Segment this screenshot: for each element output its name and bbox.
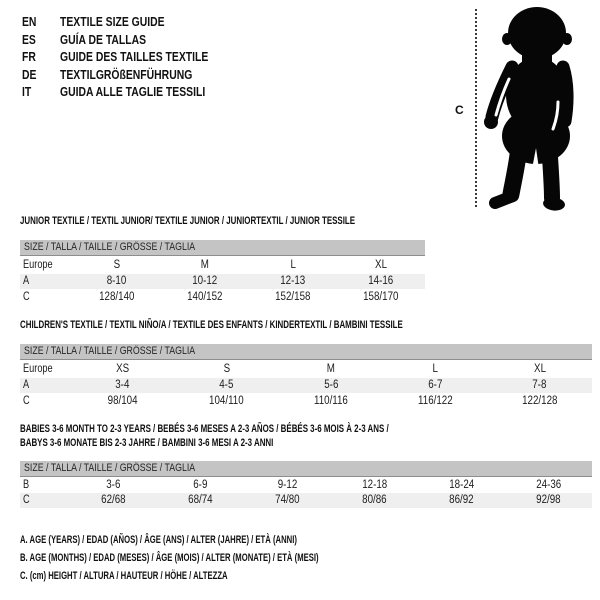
section-title-line [20, 423, 592, 437]
row-label-cell [20, 256, 73, 274]
table-row [20, 378, 592, 394]
size-value-cell [337, 274, 425, 290]
size-value: 110/116 [314, 394, 348, 407]
language-row [22, 83, 245, 101]
size-value-cell [488, 393, 592, 409]
row-label-cell [20, 493, 70, 509]
language-label-text: GUIDE DES TAILLES TEXTILE [60, 49, 209, 64]
language-row [22, 13, 245, 31]
size-value-cell [383, 360, 487, 378]
row-label: C [23, 394, 30, 407]
size-value: XL [375, 258, 387, 271]
height-dotted-line [475, 9, 477, 207]
size-value-cell [244, 493, 331, 509]
section-title-text: JUNIOR TEXTILE / TEXTIL JUNIOR/ TEXTILE JUNIOR / JUNIORTEXTIL / JUNIOR TESSILE [20, 215, 356, 227]
section-children-textile [20, 319, 592, 409]
size-value: 116/122 [418, 394, 453, 407]
size-value-cell [418, 493, 505, 509]
section-title-text: BABIES 3-6 MONTH TO 2-3 YEARS / BEBÉS 3-6 MESES A 2-3 AÑOS / BÉBÉS 3-6 MOIS À 2-3 ANS / [20, 423, 389, 435]
footnote-line [20, 549, 447, 567]
size-value: 9-12 [277, 478, 298, 491]
size-value-cell [279, 393, 383, 409]
language-label [60, 31, 168, 49]
section-title [20, 319, 592, 333]
size-value: 74/80 [275, 494, 300, 507]
size-value-cell [157, 493, 244, 509]
row-label: C [23, 494, 30, 507]
size-value-cell [337, 256, 425, 274]
table-row [20, 477, 592, 493]
size-value: 18-24 [448, 478, 474, 491]
language-label-text: TEXTILE SIZE GUIDE [60, 14, 165, 29]
size-value-cell [505, 477, 592, 493]
size-value: L [432, 362, 439, 375]
size-value: 5-6 [323, 379, 339, 392]
language-row [22, 31, 245, 49]
row-label-cell [20, 289, 73, 305]
row-label: C [23, 290, 30, 303]
language-row [22, 66, 245, 84]
language-code-text: DE [22, 66, 37, 82]
size-value: 6-7 [428, 379, 443, 392]
size-value: 3-4 [115, 379, 130, 392]
size-header-label: SIZE / TALLA / TAILLE / GRÖSSE / TAGLIA [24, 240, 196, 253]
language-code-text: EN [22, 14, 37, 29]
toddler-silhouette [482, 5, 586, 213]
table-row [20, 274, 425, 290]
row-label: Europe [23, 362, 53, 375]
language-label-text: GUÍA DE TALLAS [60, 31, 147, 47]
size-value-cell [279, 378, 383, 394]
language-code-text: IT [22, 84, 32, 99]
size-value-cell [157, 477, 244, 493]
size-value-cell [279, 360, 383, 378]
size-value-cell [249, 274, 337, 290]
size-value-cell [337, 289, 425, 305]
size-value: 140/152 [187, 290, 223, 303]
size-value-cell [70, 477, 157, 493]
size-value-cell [249, 289, 337, 305]
size-value: 86/92 [449, 494, 474, 507]
size-header-bar [20, 240, 425, 256]
size-value-cell [70, 378, 174, 394]
size-value-cell [488, 378, 592, 394]
size-table-junior [20, 256, 425, 305]
size-value: 14-16 [368, 275, 394, 288]
section-title-line [20, 319, 592, 333]
size-value-cell [174, 378, 278, 394]
size-value: 12-13 [280, 275, 306, 288]
size-value-cell [73, 274, 161, 290]
size-value: 10-12 [192, 275, 218, 288]
size-value-cell [174, 393, 278, 409]
size-value-cell [383, 393, 487, 409]
language-code [22, 83, 60, 101]
footnote-text: B. AGE (MONTHS) / EDAD (MESES) / ÂGE (MOIS) / ALTER (MONATE) / ETÀ (MESI) [20, 552, 319, 564]
size-value: 4-5 [219, 379, 234, 392]
size-value: S [113, 258, 121, 271]
language-row [22, 48, 245, 66]
footnote-list [20, 531, 447, 585]
section-title-line [20, 437, 592, 451]
footnote-line [20, 531, 447, 549]
section-babies-textile [20, 423, 592, 508]
row-label: Europe [23, 258, 53, 271]
language-label [60, 66, 225, 84]
section-junior-textile [20, 215, 425, 305]
language-code-text: ES [22, 31, 36, 47]
table-row [20, 256, 425, 274]
table-row [20, 393, 592, 409]
row-label-cell [20, 378, 70, 394]
section-title-text: BABYS 3-6 MONATE BIS 2-3 JAHRE / BAMBINI 3-6 MESI A 2-3 ANNI [20, 436, 274, 449]
size-value: S [223, 362, 230, 375]
size-value: 6-9 [193, 478, 208, 491]
size-table-children [20, 360, 592, 409]
size-value: L [290, 258, 296, 271]
size-value: 8-10 [107, 275, 127, 288]
language-code-text: FR [22, 49, 36, 64]
size-value-cell [73, 256, 161, 274]
size-value: XS [115, 362, 129, 375]
size-value-cell [331, 477, 418, 493]
size-value-cell [161, 289, 249, 305]
size-value-cell [418, 477, 505, 493]
size-header-label: SIZE / TALLA / TAILLE / GRÖSSE / TAGLIA [24, 462, 196, 474]
size-value-cell [70, 360, 174, 378]
size-value: M [326, 362, 336, 375]
row-label: A [23, 379, 30, 392]
size-value: M [200, 258, 210, 271]
size-value: 80/86 [362, 494, 387, 507]
size-value: 24-36 [535, 478, 561, 491]
size-value-cell [70, 493, 157, 509]
language-code [22, 13, 60, 31]
size-value: 98/104 [107, 394, 138, 407]
row-label-cell [20, 393, 70, 409]
section-title [20, 423, 592, 450]
section-title [20, 215, 425, 229]
row-label-cell [20, 360, 70, 378]
section-title-line [20, 215, 425, 229]
size-value: 128/140 [99, 290, 135, 303]
size-value-cell [488, 360, 592, 378]
size-header-bar [20, 344, 592, 360]
footnote-text: C. (cm) HEIGHT / ALTURA / HAUTEUR / HÖHE / ALTEZZA [20, 570, 228, 582]
size-value-cell [244, 477, 331, 493]
language-label [60, 13, 191, 31]
size-value: 68/74 [188, 494, 213, 507]
row-label: B [23, 478, 30, 491]
size-value: 158/170 [363, 290, 399, 303]
row-label: A [23, 275, 30, 288]
size-header-bar [20, 461, 592, 477]
footnote-text: A. AGE (YEARS) / EDAD (AÑOS) / ÂGE (ANS) / ALTER (JAHRE) / ETÀ (ANNI) [20, 534, 297, 546]
size-value-cell [161, 256, 249, 274]
row-label-cell [20, 274, 73, 290]
size-value-cell [331, 493, 418, 509]
language-list [22, 13, 245, 101]
language-label-text: GUIDA ALLE TAGLIE TESSILI [60, 84, 206, 99]
size-value-cell [73, 289, 161, 305]
table-row [20, 289, 425, 305]
size-table-babies [20, 477, 592, 508]
section-title-text: CHILDREN'S TEXTILE / TEXTIL NIÑO/A / TEXTILE DES ENFANTS / KINDERTEXTIL / BAMBINI TESSILE [20, 319, 403, 331]
language-code [22, 48, 60, 66]
size-value-cell [161, 274, 249, 290]
size-value-cell [383, 378, 487, 394]
size-value: 122/128 [522, 394, 558, 407]
size-value-cell [174, 360, 278, 378]
size-value-cell [249, 256, 337, 274]
size-header-label: SIZE / TALLA / TAILLE / GRÖSSE / TAGLIA [24, 344, 196, 357]
language-label-text: TEXTILGRÖßENFÜHRUNG [60, 66, 193, 82]
row-label-cell [20, 477, 70, 493]
size-value: XL [533, 362, 546, 375]
language-label [60, 83, 242, 101]
table-row [20, 493, 592, 509]
language-code [22, 66, 60, 84]
footnote-line [20, 567, 447, 585]
size-value: 62/68 [101, 494, 126, 507]
size-value: 104/110 [209, 394, 244, 407]
language-label [60, 48, 245, 66]
size-value: 152/158 [275, 290, 311, 303]
size-value: 12-18 [361, 478, 387, 491]
figure-height-label: C [455, 103, 464, 117]
size-value: 92/98 [536, 494, 561, 507]
size-value-cell [505, 493, 592, 509]
table-row [20, 360, 592, 378]
size-value: 7-8 [532, 379, 547, 392]
size-value-cell [70, 393, 174, 409]
size-value: 3-6 [106, 478, 121, 491]
language-code [22, 31, 60, 49]
